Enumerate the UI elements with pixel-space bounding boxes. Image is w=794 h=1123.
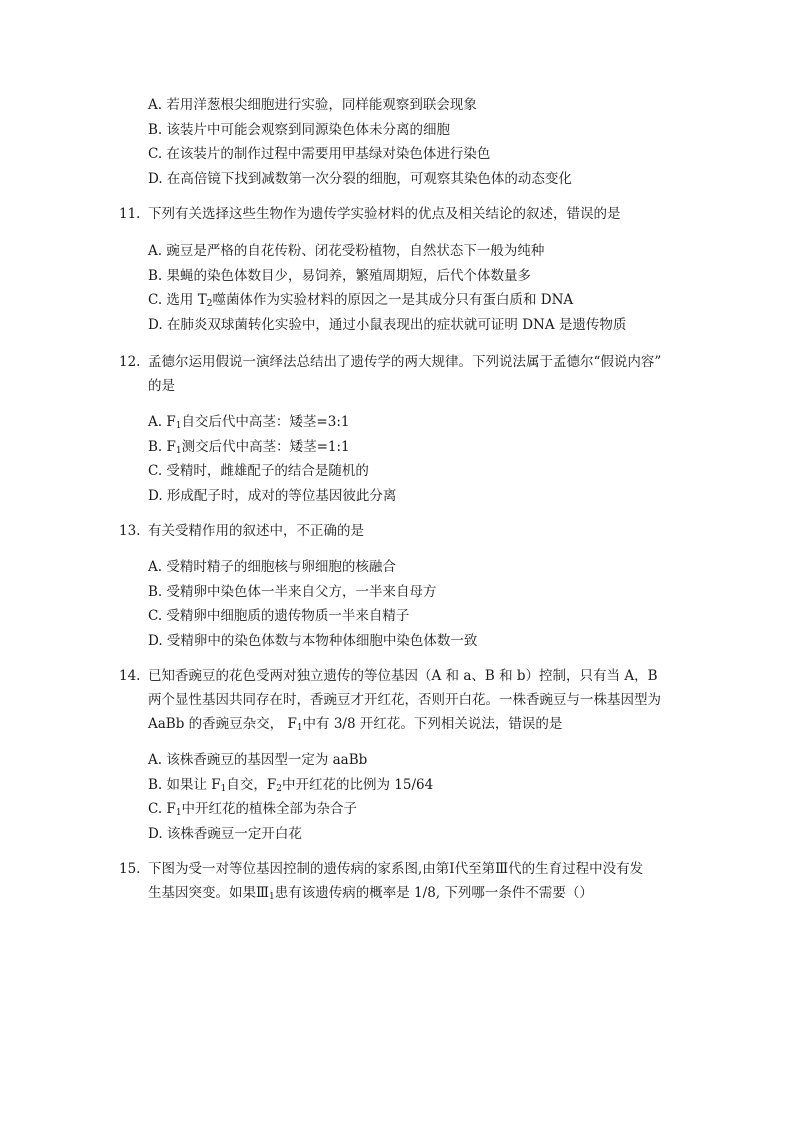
q12-option-a: A. $F_1$自交后代中高茎：矮茎=3:1 [148, 414, 350, 431]
q11-option-d: D. 在肺炎双球菌转化实验中，通过小鼠表现出的症状就可证明 DNA 是遗传物质 [148, 316, 627, 333]
question-number: 14. [119, 668, 141, 684]
q12-option-d: D. 形成配子时，成对的等位基因彼此分离 [148, 487, 397, 504]
q13-option-c: C. 受精卵中细胞质的遗传物质一半来自精子 [148, 608, 410, 624]
question-number: 13. [119, 523, 141, 539]
question-number: 12. [119, 354, 141, 370]
question-number: 11. [119, 206, 141, 222]
question-stem-line-3: AaBb 的香豌豆杂交， $F_1$中有 3/8 开红花。下列相关说法，错误的是 [148, 716, 563, 733]
question-stem-line-2: 生基因突变。如果$Ⅲ_1$患有该遗传病的概率是 1/8, 下列哪一条件不需要（） [148, 885, 593, 902]
q10-options [148, 93, 708, 191]
q11-option-b: B. 果蝇的染色体数目少，易饲养，繁殖周期短，后代个体数量多 [148, 267, 532, 284]
q11-option-a: A. 豌豆是严格的自花传粉、闭花受粉植物，自然状态下一般为纯种 [148, 243, 545, 259]
question-stem-line-2: 两个显性基因共同存在时，香豌豆才开红花，否则开白花。一株香豌豆与一株基因型为 [148, 692, 661, 708]
q12-option-c: C. 受精时，雌雄配子的结合是随机的 [148, 463, 369, 479]
question-stem: 下列有关选择这些生物作为遗传学实验材料的优点及相关结论的叙述，错误的是 [148, 206, 621, 222]
q14-option-a: A. 该株香豌豆的基因型一定为 aaBb [148, 752, 368, 768]
question-stem: 有关受精作用的叙述中，不正确的是 [148, 523, 364, 539]
q14-option-c: C. $F_1$中开红花的植株全部为杂合子 [148, 801, 358, 818]
q10-option-d: D. 在高倍镜下找到减数第一次分裂的细胞，可观察其染色体的动态变化 [148, 170, 572, 187]
q10-option-c: C. 在该装片的制作过程中需要用甲基绿对染色体进行染色 [148, 146, 491, 162]
q14-option-b: B. 如果让 $F_1$自交，$F_2$中开红花的比例为 15/64 [148, 776, 434, 794]
question-stem-line-1: 孟德尔运用假说一演绎法总结出了遗传学的两大规律。下列说法属于孟德尔“假说内容” [148, 354, 662, 370]
question-11 [119, 202, 709, 226]
q12-option-b: B. $F_1$测交后代中高茎：矮茎=1:1 [148, 438, 350, 456]
q12-options [148, 410, 708, 508]
q11-options [148, 239, 708, 337]
question-15 [119, 857, 709, 905]
q13-options [148, 555, 708, 653]
q14-option-d: D. 该株香豌豆一定开白花 [148, 825, 302, 842]
question-13 [119, 519, 709, 543]
question-number: 15. [119, 861, 141, 877]
question-stem-line-1: 下图为受一对等位基因控制的遗传病的家系图,由第Ⅰ代至第Ⅲ代的生育过程中没有发 [148, 861, 644, 877]
q13-option-d: D. 受精卵中的染色体数与本物种体细胞中染色体数一致 [148, 632, 478, 649]
q11-option-c: C. 选用 $T_2$噬菌体作为实验材料的原因之一是其成分只有蛋白质和 DNA [148, 292, 574, 309]
question-12 [119, 350, 709, 398]
q10-option-a: A. 若用洋葱根尖细胞进行实验，同样能观察到联会现象 [148, 97, 477, 113]
question-14 [119, 664, 709, 736]
q13-option-a: A. 受精时精子的细胞核与卵细胞的核融合 [148, 559, 396, 575]
question-stem-line-1: 已知香豌豆的花色受两对独立遗传的等位基因（A 和 a、B 和 b）控制，只有当 A，B [148, 668, 658, 684]
q14-options [148, 748, 708, 846]
question-stem-line-2: 的是 [148, 378, 175, 394]
q10-option-b: B. 该装片中可能会观察到同源染色体未分离的细胞 [148, 121, 451, 138]
q13-option-b: B. 受精卵中染色体一半来自父方，一半来自母方 [148, 583, 437, 600]
